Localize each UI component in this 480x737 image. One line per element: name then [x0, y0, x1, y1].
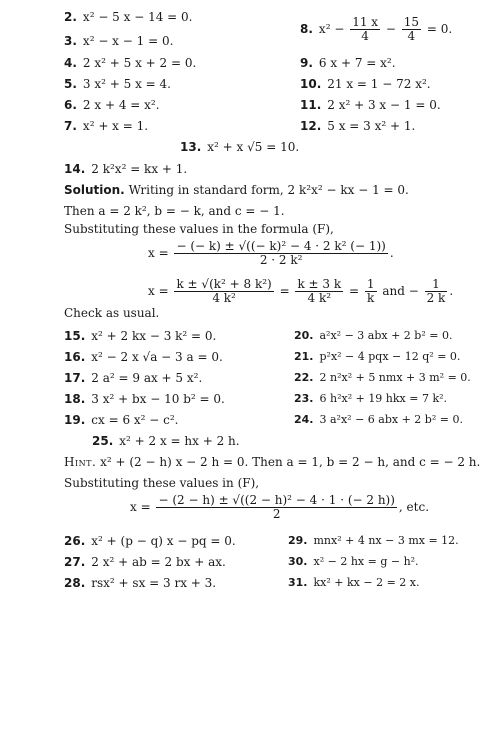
- formula-numerator: k ± 3 k: [297, 277, 342, 291]
- exercise-3: [64, 34, 173, 48]
- solution-line-1: [64, 183, 409, 197]
- exercise-19: [64, 413, 179, 427]
- hint-clip: [64, 452, 480, 472]
- exercise-equation: rsx² + sx = 3 rx + 3.: [91, 576, 217, 590]
- exercise-12: [300, 119, 415, 133]
- exercise-17: [64, 371, 202, 385]
- exercise-number: 26.: [64, 534, 86, 548]
- exercise-number: 29.: [288, 534, 308, 547]
- formula-denominator: 2 · 2 k²: [259, 253, 303, 267]
- exercise-number: 31.: [288, 576, 308, 589]
- exercise-equation-post: = 0.: [423, 22, 453, 36]
- exercise-equation: 21 x = 1 − 72 x².: [327, 77, 431, 91]
- formula-fraction: [174, 240, 387, 267]
- exercise-equation-mid: −: [382, 22, 400, 36]
- exercise-27: [64, 555, 226, 569]
- fraction-numerator: 15: [403, 15, 420, 29]
- fraction: [402, 16, 421, 43]
- fraction: [350, 16, 380, 43]
- formula-display-2: [148, 278, 453, 305]
- exercise-22: [294, 371, 471, 384]
- formula-end: .: [449, 284, 454, 298]
- hint-line-2: Substituting these values in (F),: [64, 476, 260, 490]
- formula-fraction: [174, 278, 273, 305]
- formula-denominator: 2: [272, 507, 281, 521]
- exercise-number: 22.: [294, 371, 314, 384]
- exercise-number: 19.: [64, 413, 86, 427]
- exercise-25: [92, 434, 240, 448]
- exercise-equation: kx² + kx − 2 = 2 x.: [313, 576, 420, 589]
- exercise-equation: cx = 6 x² − c².: [91, 413, 179, 427]
- exercise-equation: 6 x + 7 = x².: [318, 56, 396, 70]
- exercise-number: 6.: [64, 98, 77, 112]
- exercise-equation: a²x² − 3 abx + 2 b² = 0.: [319, 329, 453, 342]
- exercise-equation: x² + x = 1.: [82, 119, 149, 133]
- formula-numerator: 1: [366, 277, 375, 291]
- exercise-equation: 6 h²x² + 19 hkx = 7 k².: [319, 392, 448, 405]
- check-line: Check as usual.: [64, 306, 160, 320]
- exercise-11: [300, 98, 441, 112]
- exercise-equation: 2 x² + 3 x − 1 = 0.: [327, 98, 441, 112]
- exercise-equation-pre: x² −: [318, 22, 349, 36]
- formula-denominator: 2 k: [426, 291, 446, 305]
- exercise-equation: mnx² + 4 nx − 3 mx = 12.: [313, 534, 459, 547]
- exercise-23: [294, 392, 447, 405]
- exercise-18: [64, 392, 225, 406]
- exercise-number: 12.: [300, 119, 322, 133]
- formula-denominator: 4 k²: [212, 291, 236, 305]
- fraction-denominator: 4: [407, 29, 416, 43]
- exercise-equation: x² + x √5 = 10.: [207, 140, 300, 154]
- exercise-equation: x² + 2 x = hx + 2 h.: [119, 434, 240, 448]
- solution-line-3: Substituting these values in the formula (F),: [64, 222, 334, 236]
- exercise-equation: x² + (p − q) x − pq = 0.: [91, 534, 236, 548]
- exercise-number: 28.: [64, 576, 86, 590]
- hint-text: x² + (2 − h) x − 2 h = 0. Then a = 1, b = 2 − h, and c = − 2 h.: [100, 455, 480, 469]
- exercise-number: 2.: [64, 10, 77, 24]
- exercise-5: [64, 77, 171, 91]
- exercise-9: [300, 56, 396, 70]
- exercise-number: 9.: [300, 56, 313, 70]
- exercise-equation: 2 x² + 5 x + 2 = 0.: [82, 56, 197, 70]
- formula-end: .: [389, 246, 394, 260]
- fraction-numerator: 11 x: [352, 15, 379, 29]
- exercise-30: [288, 555, 419, 568]
- formula-display-1: [148, 240, 394, 267]
- exercise-equation: 3 x² + bx − 10 b² = 0.: [91, 392, 225, 406]
- formula-numerator: k ± √(k² + 8 k²): [176, 277, 272, 291]
- exercise-number: 4.: [64, 56, 77, 70]
- exercise-number: 21.: [294, 350, 314, 363]
- exercise-number: 27.: [64, 555, 86, 569]
- exercise-24: [294, 413, 463, 426]
- solution-label: Solution.: [64, 183, 125, 197]
- exercise-number: 24.: [294, 413, 314, 426]
- formula-fraction: [295, 278, 343, 305]
- exercise-equation: p²x² − 4 pqx − 12 q² = 0.: [319, 350, 461, 363]
- exercise-equation: 5 x = 3 x² + 1.: [327, 119, 416, 133]
- exercise-29: [288, 534, 459, 547]
- exercise-16: [64, 350, 223, 364]
- exercise-number: 30.: [288, 555, 308, 568]
- exercise-6: [64, 98, 160, 112]
- exercise-7: [64, 119, 148, 133]
- right-column-clip: [294, 320, 471, 430]
- formula-numerator: − (− k) ± √((− k)² − 4 · 2 k² (− 1)): [176, 239, 386, 253]
- exercise-number: 5.: [64, 77, 77, 91]
- exercise-20: [294, 329, 452, 342]
- hint-line-1: [64, 455, 480, 469]
- exercise-number: 23.: [294, 392, 314, 405]
- formula-lhs: x =: [148, 246, 169, 260]
- right-column-clip-2: [288, 528, 459, 598]
- hint-label: Hint.: [64, 455, 97, 469]
- formula-fraction: [365, 278, 377, 305]
- exercise-equation: 3 x² + 5 x = 4.: [82, 77, 171, 91]
- formula-lhs: x =: [148, 284, 169, 298]
- exercise-equation: 2 x² + ab = 2 bx + ax.: [91, 555, 226, 569]
- formula-fraction: [156, 494, 396, 521]
- exercise-equation: x² + 2 kx − 3 k² = 0.: [91, 329, 217, 343]
- exercise-26: [64, 534, 236, 548]
- exercise-number: 11.: [300, 98, 322, 112]
- exercise-28: [64, 576, 216, 590]
- exercise-equation: 2 n²x² + 5 nmx + 3 m² = 0.: [319, 371, 471, 384]
- exercise-4: [64, 56, 196, 70]
- exercise-2: [64, 10, 193, 24]
- exercise-number: 10.: [300, 77, 322, 91]
- equals-sign: =: [279, 284, 290, 298]
- exercise-equation: 3 a²x² − 6 abx + 2 b² = 0.: [319, 413, 463, 426]
- formula-denominator: k: [367, 291, 375, 305]
- formula-numerator: 1: [425, 278, 448, 292]
- exercise-number: 13.: [180, 140, 202, 154]
- solution-text: Writing in standard form, 2 k²x² − kx − 1 = 0.: [128, 183, 409, 197]
- exercise-13: [180, 140, 299, 154]
- exercise-number: 20.: [294, 329, 314, 342]
- exercise-31: [288, 576, 419, 589]
- formula-and: and −: [382, 284, 419, 298]
- exercise-equation: 2 k²x² = kx + 1.: [91, 162, 188, 176]
- exercise-number: 8.: [300, 22, 313, 36]
- fraction-denominator: 4: [361, 29, 369, 43]
- exercise-number: 3.: [64, 34, 77, 48]
- exercise-equation: x² − 5 x − 14 = 0.: [82, 10, 193, 24]
- exercise-8: [300, 16, 452, 43]
- formula-lhs: x =: [130, 500, 151, 514]
- formula-fraction: [425, 278, 448, 305]
- formula-end: , etc.: [398, 500, 430, 514]
- exercise-number: 15.: [64, 329, 86, 343]
- exercise-number: 18.: [64, 392, 86, 406]
- exercise-21: [294, 350, 460, 363]
- exercise-10: [300, 77, 431, 91]
- formula-numerator: − (2 − h) ± √((2 − h)² − 4 · 1 · (− 2 h)): [158, 493, 395, 507]
- solution-line-2: Then a = 2 k², b = − k, and c = − 1.: [64, 204, 285, 218]
- exercise-number: 7.: [64, 119, 77, 133]
- exercise-equation: 2 x + 4 = x².: [82, 98, 160, 112]
- formula-display-3: [130, 494, 429, 521]
- exercise-number: 16.: [64, 350, 86, 364]
- exercise-equation: x² − 2 hx = g − h².: [313, 555, 419, 568]
- exercise-equation: x² − x − 1 = 0.: [82, 34, 174, 48]
- exercise-14: [64, 162, 187, 176]
- exercise-15: [64, 329, 216, 343]
- exercise-equation: 2 a² = 9 ax + 5 x².: [91, 371, 203, 385]
- equals-sign: =: [348, 284, 360, 298]
- formula-denominator: 4 k²: [307, 291, 332, 305]
- exercise-number: 17.: [64, 371, 86, 385]
- exercise-equation: x² − 2 x √a − 3 a = 0.: [91, 350, 223, 364]
- exercise-number: 14.: [64, 162, 86, 176]
- exercise-number: 25.: [92, 434, 114, 448]
